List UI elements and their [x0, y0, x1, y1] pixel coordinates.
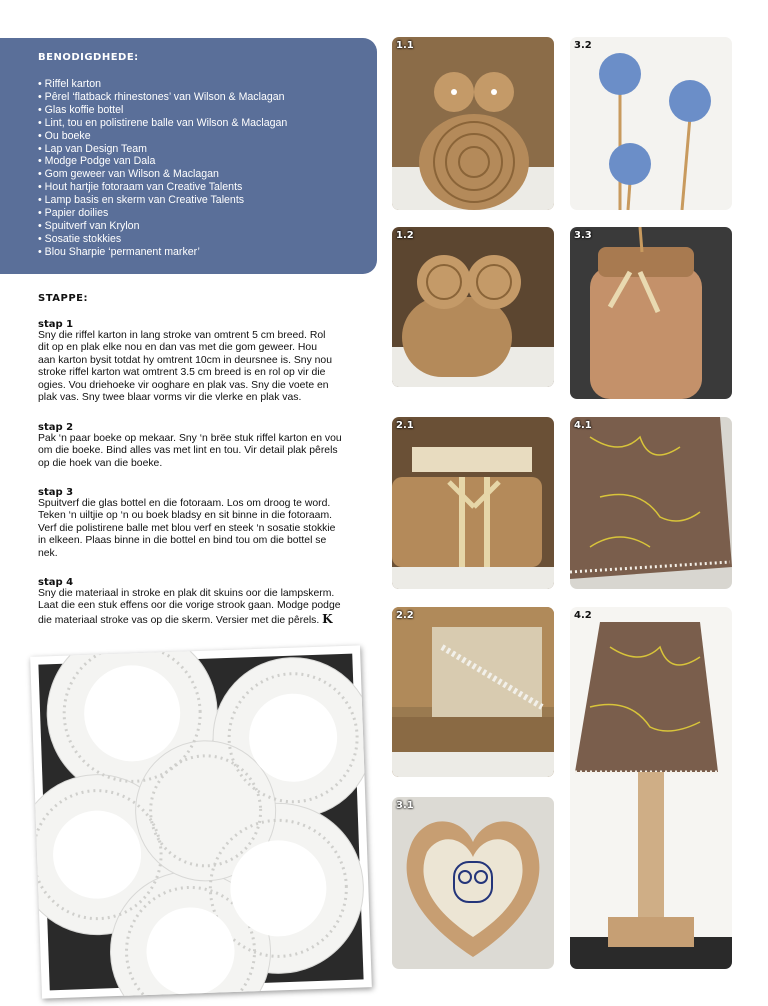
photo-2-2-book-pearls	[392, 607, 554, 777]
photo-label: 1.2	[396, 230, 414, 241]
material-item: • Ou boeke	[38, 130, 287, 143]
photo-3-3-bottle	[570, 227, 732, 399]
material-item: • Papier doilies	[38, 207, 287, 220]
step-title: stap 3	[38, 487, 74, 498]
materials-heading: BENODIGDHEDE:	[38, 52, 139, 63]
step-body: Sny die materiaal in stroke en plak dit skuins oor die lampskerm. Laat die een stuk effens oor die vorige strook gaan. Modge podge die materiaal stroke vas op die skerm. Versier met die pêrels. K	[38, 588, 341, 626]
material-item: • Glas koffie bottel	[38, 104, 287, 117]
photo-label: 1.1	[396, 40, 414, 51]
step-body: Sny die riffel karton in lang stroke van omtrent 5 cm breed. Rol dit op en plak elke nou en dan vas met die gom geweer. Hou aan karton bysit totdat hy omtrent 10cm in deursnee is. Sny nou stroke riffel karton wat omtrent 3.5 cm breed is en rol op vir die ogies. Vou driehoeke vir ooghare en plak vas. Sny die voete en plak vas. Sny twee blaar vorms vir die vlerke en plak vas.	[38, 330, 332, 404]
step-1	[38, 319, 378, 404]
material-item: • Riffel karton	[38, 78, 287, 91]
photo-1-2-owl-eyes	[392, 227, 554, 387]
material-item: • Pêrel ‘flatback rhinestones’ van Wilson & Maclagan	[38, 91, 287, 104]
photo-label: 2.1	[396, 420, 414, 431]
photo-label: 3.1	[396, 800, 414, 811]
photo-label: 4.1	[574, 420, 592, 431]
photo-label: 3.3	[574, 230, 592, 241]
step-3	[38, 487, 378, 560]
step-body: Pak ‘n paar boeke op mekaar. Sny ‘n brëe stuk riffel karton en vou om die boeke. Bind alles vas met lint en tou. Vir detail plak pêrels op die hoek van die boeke.	[38, 433, 342, 469]
doilies-photo	[30, 645, 372, 998]
material-item: • Lap van Design Team	[38, 143, 287, 156]
step-4	[38, 577, 378, 627]
materials-list	[38, 78, 287, 259]
material-item: • Gom geweer van Wilson & Maclagan	[38, 168, 287, 181]
photo-1-1-owl	[392, 37, 554, 210]
material-item: • Lamp basis en skerm van Creative Talents	[38, 194, 287, 207]
photo-4-2-lamp	[570, 607, 732, 969]
photo-2-1-books	[392, 417, 554, 589]
material-item: • Blou Sharpie ‘permanent marker’	[38, 246, 287, 259]
materials-panel	[0, 38, 377, 274]
step-title: stap 4	[38, 577, 74, 588]
material-item: • Hout hartjie fotoraam van Creative Talents	[38, 181, 287, 194]
material-item: • Spuitverf van Krylon	[38, 220, 287, 233]
material-item: • Sosatie stokkies	[38, 233, 287, 246]
author-signature: K	[322, 611, 333, 626]
step-title: stap 2	[38, 422, 74, 433]
step-title: stap 1	[38, 319, 74, 330]
photo-3-1-heart-frame	[392, 797, 554, 969]
photo-label: 2.2	[396, 610, 414, 621]
step-2	[38, 422, 378, 470]
photo-label: 4.2	[574, 610, 592, 621]
photo-3-2-blue-balls	[570, 37, 732, 210]
material-item: • Lint, tou en polistirene balle van Wilson & Maclagan	[38, 117, 287, 130]
photo-label: 3.2	[574, 40, 592, 51]
step-body: Spuitverf die glas bottel en die fotoraam. Los om droog te word. Teken ‘n uiltjie op ‘n ou boek bladsy en sit binne in die fotoraam. Verf die polistirene balle met blou verf en steek ‘n sosatie stokkie in elkeen. Plaas binne in die bottel en bind tou om die bottel se nek.	[38, 498, 336, 559]
material-item: • Modge Podge van Dala	[38, 155, 287, 168]
steps-heading: STAPPE:	[38, 293, 88, 304]
photo-4-1-lampshade-fabric	[570, 417, 732, 589]
